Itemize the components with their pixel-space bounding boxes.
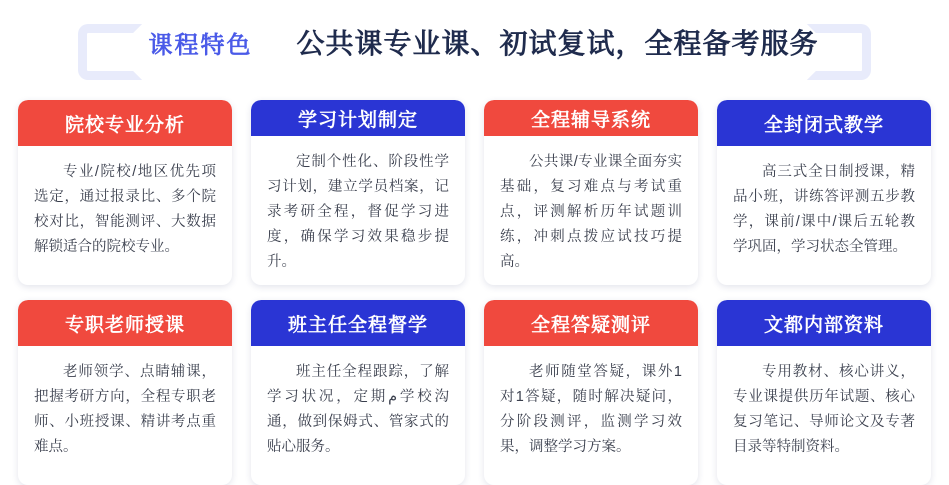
feature-card-body: 高三式全日制授课，精品小班，讲练答评测五步教学，课前/课中/课后五轮教学巩固，学习状态全管理。 bbox=[733, 164, 915, 255]
feature-card-body: 专用教材、核心讲义，专业课提供历年试题、核心复习笔记、导师论文及专著目录等特制资料。 bbox=[733, 364, 915, 455]
feature-card-body: 老师随堂答疑，课外1对1答疑，随时解决疑问，分阶段测评，监测学习效果，调整学习方案。 bbox=[500, 364, 682, 455]
feature-card-title: 全封闭式教学 bbox=[717, 100, 931, 146]
page-header bbox=[0, 0, 949, 84]
header-badge: 课程特色 bbox=[148, 31, 253, 59]
feature-card-body: 定制个性化、阶段性学习计划，建立学员档案，记录考研全程，督促学习进度，确保学习效果稳步提升。 bbox=[267, 154, 449, 271]
feature-card bbox=[251, 100, 465, 285]
feature-card bbox=[717, 100, 931, 285]
feature-card-body: 老师领学、点睛辅课，把握考研方向，全程专职老师、小班授课、精讲考点重难点。 bbox=[34, 364, 216, 455]
feature-card-title: 院校专业分析 bbox=[18, 100, 232, 146]
feature-card bbox=[717, 300, 931, 485]
feature-card bbox=[18, 300, 232, 485]
feature-card bbox=[251, 300, 465, 485]
feature-card bbox=[484, 300, 698, 485]
feature-card bbox=[484, 100, 698, 285]
feature-card-title: 专职老师授课 bbox=[18, 300, 232, 346]
feature-card-body: 公共课/专业课全面夯实基础，复习难点与考试重点，评测解析历年试题训练，冲刺点拨应试技巧提高。 bbox=[500, 154, 682, 271]
feature-card-body: 专业/院校/地区优先项选定，通过报录比、多个院校对比，智能测评、大数据解锁适合的院校专业。 bbox=[34, 164, 216, 255]
feature-card-title: 全程答疑测评 bbox=[484, 300, 698, 346]
feature-card bbox=[18, 100, 232, 285]
feature-card-body: 班主任全程跟踪，了解学习状况，定期م学校沟通，做到保姆式、管家式的贴心服务。 bbox=[267, 364, 450, 455]
feature-card-title: 学习计划制定 bbox=[251, 100, 465, 136]
feature-card-grid bbox=[18, 100, 931, 485]
page-title: 公共课专业课、初试复试，全程备考服务 bbox=[296, 28, 819, 59]
feature-card-title: 全程辅导系统 bbox=[484, 100, 698, 136]
feature-card-title: 文都内部资料 bbox=[717, 300, 931, 346]
feature-card-title: 班主任全程督学 bbox=[251, 300, 465, 346]
